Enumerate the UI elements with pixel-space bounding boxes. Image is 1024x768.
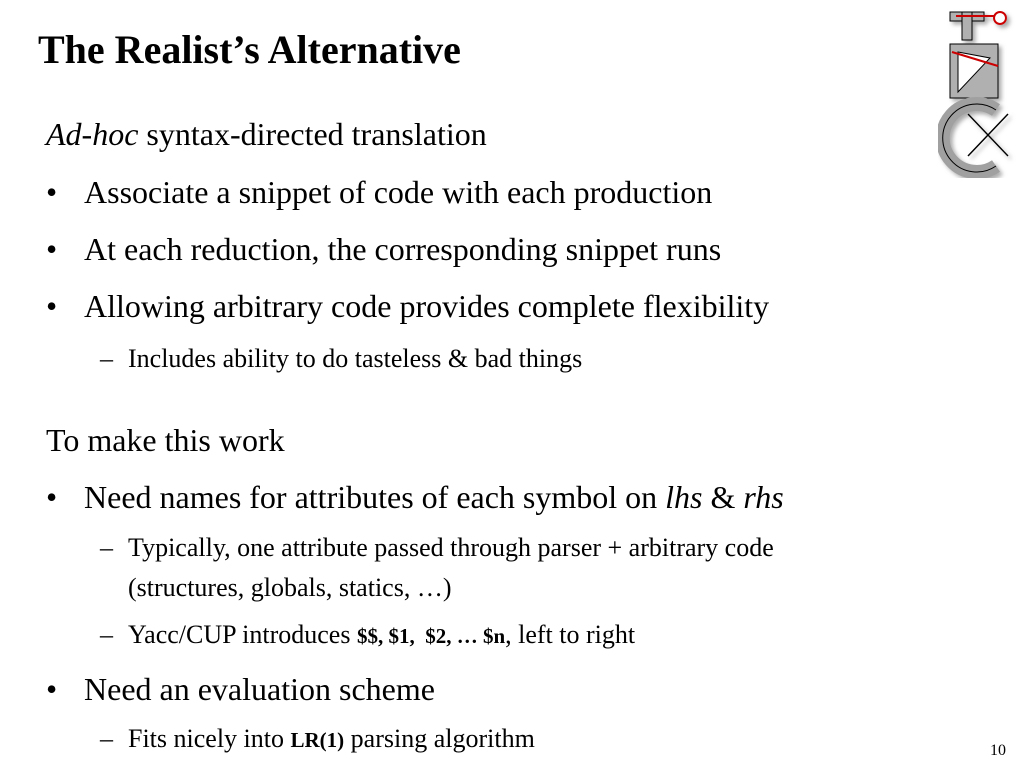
dollar-variables: $$, $1, $2, … $n xyxy=(356,624,506,648)
section-heading-adhoc: Ad-hoc syntax-directed translation xyxy=(46,116,487,152)
slide-title: The Realist’s Alternative xyxy=(38,27,461,72)
section-heading-make-work: To make this work xyxy=(46,422,285,458)
iac-logo xyxy=(938,6,1018,178)
page-number: 10 xyxy=(990,742,1006,759)
lr1-label: LR(1) xyxy=(290,728,345,752)
